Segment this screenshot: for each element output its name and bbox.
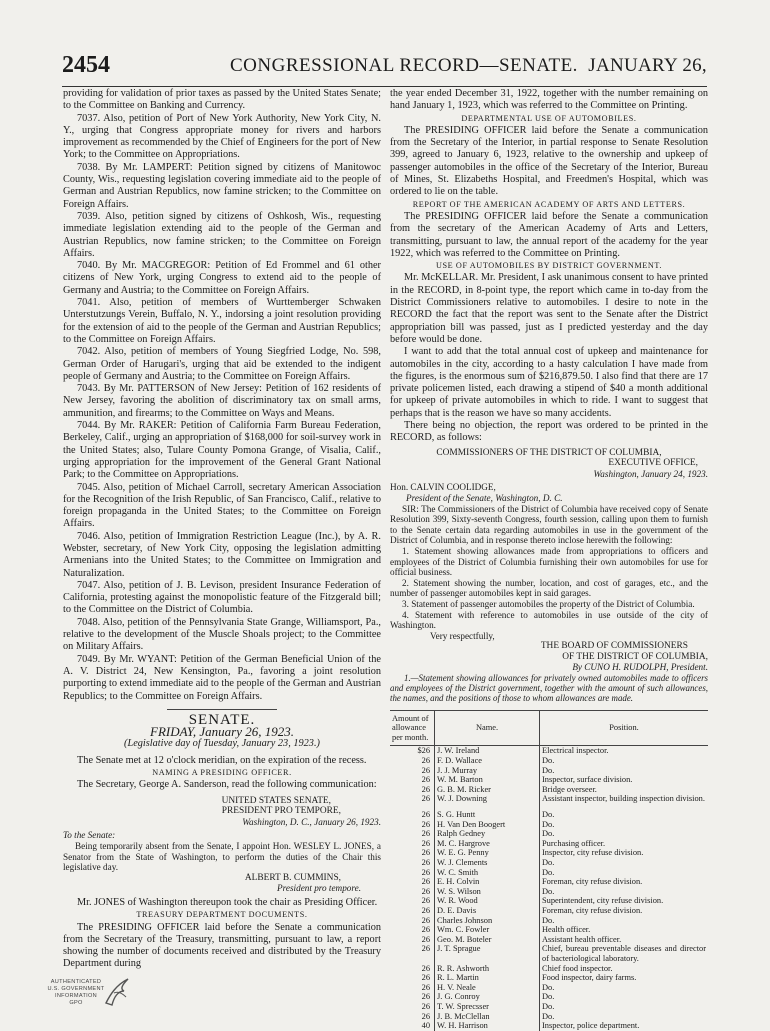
table-row [390, 964, 708, 974]
seal-line-3: INFORMATION [54, 993, 98, 999]
table-header-row [390, 710, 708, 746]
cell-name: T. W. Sprecsser [435, 1002, 540, 1012]
letter-paragraph-5: 4. Statement with reference to automobiles in use outside of the city of Washington. [390, 609, 708, 631]
table-row [390, 925, 708, 935]
table-row [390, 906, 708, 916]
cell-position: Do. [542, 858, 555, 867]
cell-position: Do. [542, 992, 555, 1002]
table-row [390, 1021, 708, 1031]
cell-amount: 26 [390, 839, 435, 849]
addressee-title: President of the Senate, Washington, D. C. [406, 492, 563, 503]
petition-paragraph: 7047. Also, petition of J. B. Levison, president Insurance Federation of California, protesting against the monopolistic feature of the Fitzgerald bill; to the Committee on the District of Columbia. [63, 579, 381, 616]
table-row [390, 858, 708, 868]
cell-amount: $26 [390, 746, 435, 756]
cell-name: W. E. G. Penny [435, 848, 540, 858]
cell-amount: 26 [390, 810, 435, 820]
board-line-2: OF THE DISTRICT OF COLUMBIA, [562, 651, 708, 662]
no-objection-paragraph: There being no objection, the report was ordered to be printed in the RECORD, as follows: [390, 420, 708, 444]
senate-heading: SENATE. [188, 711, 256, 728]
letter-place-date: Washington, D. C., January 26, 1923. [242, 816, 381, 827]
cell-amount: 26 [390, 916, 435, 926]
cell-name: J. G. Conroy [435, 992, 540, 1002]
letter-paragraph-3: 2. Statement showing the number, location, and cost of garages, etc., and the number of passenger automobiles kept in said garages. [390, 577, 708, 599]
cell-position: Do. [542, 765, 555, 775]
column-header-name: Name. [435, 710, 540, 746]
departmental-use-paragraph: The PRESIDING OFFICER laid before the Senate a communication from the Secretary of the Interior, in partial response to Senate Resolution 399, agreed to January 6, 1923, relative to the ownership and upkeep of passenger automobiles in the office of the Secretary of the Interior, Bureau of Mines, St. Elizabeths Hospital, and Freedmen's Hospital, which was ordered to lie on the table. [390, 124, 708, 198]
cell-amount: 26 [390, 785, 435, 795]
executive-office: EXECUTIVE OFFICE, [608, 458, 698, 469]
petition-paragraph: 7040. By Mr. MACGREGOR: Petition of Ed Frommel and 61 other citizens of New York, urging Congress to extend aid to the people of Germany and Austria; to the Committee on Foreign Affairs. [63, 260, 381, 296]
appointment-letter [63, 796, 381, 894]
table-row [390, 820, 708, 830]
cell-name: D. E. Davis [435, 906, 540, 916]
petition-paragraph: 7038. By Mr. LAMPERT: Petition signed by citizens of Manitowoc County, Wis., requesting legislation covering immediate aid to the people of German and Austrian Republics, now famine stricken; to the Committee on Foreign Affairs. [63, 161, 381, 210]
table-row [390, 896, 708, 906]
petition-paragraph: 7037. Also, petition of Port of New York Authority, New York City, N. Y., urging that Congress appropriate money for rivers and harbors improvement as recommended by the Chief of Engineers for the port of New York; to the Committee on Appropriations. [63, 112, 381, 161]
cell-position: Do. [542, 867, 555, 877]
departmental-use-heading: DEPARTMENTAL USE OF AUTOMOBILES. [461, 113, 637, 123]
addressee-name: Hon. CALVIN COOLIDGE, [390, 482, 496, 493]
cell-name: Charles Johnson [435, 916, 540, 926]
cell-amount: 26 [390, 848, 435, 858]
cell-amount: 26 [390, 887, 435, 897]
legislative-day: (Legislative day of Tuesday, January 23, 1923.) [124, 738, 320, 750]
table-row [390, 877, 708, 887]
table-row [390, 1012, 708, 1022]
table-row [390, 848, 708, 858]
cell-name: W. H. Harrison [435, 1021, 540, 1031]
cell-amount: 26 [390, 820, 435, 830]
cell-name: R. L. Martin [435, 973, 540, 983]
academy-paragraph: The PRESIDING OFFICER laid before the Senate a communication from the secretary of the American Academy of Arts and Letters, transmitting, pursuant to law, the annual report of the academy for the year 1922, which was referred to the Committee on Printing. [390, 210, 708, 259]
commissioners-line: COMMISSIONERS OF THE DISTRICT OF COLUMBIA, [436, 447, 662, 458]
petitions-list [63, 88, 381, 703]
seal-line-1: AUTHENTICATED [50, 979, 102, 985]
cell-name: J. T. Sprague [435, 944, 540, 963]
table-row [390, 839, 708, 849]
cell-position: Do. [542, 886, 555, 896]
cell-amount: 26 [390, 1012, 435, 1022]
mckellar-paragraph-1: Mr. McKELLAR. Mr. President, I ask unanimous consent to have printed in the RECORD, in 8-point type, the report which came in to-day from the District Commissioners relative to automobiles. I desire to note in the RECORD the fact that the report was sent to the Senate after the District appropriation bill was passed, just as I predicted yesterday and the day before would be done. [390, 272, 708, 345]
cell-amount: 26 [390, 992, 435, 1002]
table-row [390, 785, 708, 795]
cell-amount: 26 [390, 756, 435, 766]
table-row [390, 746, 708, 756]
cell-position: Electrical inspector. [542, 746, 609, 756]
cell-position: Chief, bureau preventable diseases and director of bacteriological laboratory. [542, 944, 706, 963]
treasury-continued: the year ended December 31, 1922, together with the number remaining on hand January 1, 1923, which was referred to the Committee on Printing. [390, 88, 708, 112]
table-row [390, 887, 708, 897]
very-respectfully: Very respectfully, [430, 630, 495, 641]
table-row [390, 766, 708, 776]
cell-amount: 26 [390, 935, 435, 945]
senate-met-paragraph: The Senate met at 12 o'clock meridian, on the expiration of the recess. [77, 754, 367, 766]
left-column [63, 88, 381, 971]
letter-body: Being temporarily absent from the Senate, I appoint Hon. WESLEY L. JONES, a Senator from the State of Washington, to perform the duties of the Chair this legislative day. [63, 841, 381, 873]
cell-position: Foreman, city refuse division. [542, 905, 643, 915]
cell-position: Do. [542, 1011, 555, 1021]
letter-paragraph-1: SIR: The Commissioners of the District of Columbia have received copy of Senate Resolution 399, Sixty-seventh Congress, fourth session, calling upon them to furnish to the Senate certain data regarding automobiles in use in the government of the District of Columbia, and in response thereto inclose herewith the following: [390, 503, 708, 546]
cell-amount: 26 [390, 925, 435, 935]
cell-position: Inspector, surface division. [542, 775, 633, 785]
column-header-amount: Amount of allowance per month. [390, 710, 435, 746]
cell-position: Health officer. [542, 925, 591, 935]
jones-paragraph: Mr. JONES of Washington thereupon took the chair as Presiding Officer. [77, 896, 378, 908]
cell-position: Purchasing officer. [542, 838, 606, 848]
cell-name: G. B. M. Ricker [435, 785, 540, 795]
cell-position: Inspector, city refuse division. [542, 848, 644, 858]
cell-amount: 26 [390, 775, 435, 785]
cell-position: Chief food inspector. [542, 963, 613, 973]
cell-amount: 26 [390, 766, 435, 776]
cell-name: J. B. McClellan [435, 1012, 540, 1022]
cell-name: W. R. Wood [435, 896, 540, 906]
cell-position: Assistant health officer. [542, 934, 622, 944]
cell-amount: 26 [390, 896, 435, 906]
petition-paragraph: 7044. By Mr. RAKER: Petition of California Farm Bureau Federation, Berkeley, Calif., urging an appropriation of $168,000 for soil-survey work in the United States; also, Tulare County Pomona Grange, of Visalia, Calif., urging appropriation for the improvement of the General Grant National Park; to the Committee on Appropriations. [63, 420, 381, 481]
cell-amount: 26 [390, 858, 435, 868]
cell-name: M. C. Hargrove [435, 839, 540, 849]
page-header [62, 50, 707, 87]
cell-name: J. W. Ireland [435, 746, 540, 756]
commissioners-letter [390, 448, 708, 673]
senate-date: FRIDAY, January 26, 1923. [150, 724, 294, 740]
cell-amount: 26 [390, 973, 435, 983]
district-automobiles-heading: USE OF AUTOMOBILES BY DISTRICT GOVERNMENT. [436, 261, 662, 271]
letter-signer-title: President pro tempore. [277, 883, 361, 894]
academy-heading: REPORT OF THE AMERICAN ACADEMY OF ARTS AND LETTERS. [412, 199, 686, 209]
table-row [390, 829, 708, 839]
cell-position: Do. [542, 810, 555, 820]
cell-name: H. V. Neale [435, 983, 540, 993]
letter-paragraph-4: 3. Statement of passenger automobiles the property of the District of Columbia. [402, 598, 695, 609]
cell-amount: 26 [390, 1002, 435, 1012]
cell-position: Foreman, city refuse division. [542, 877, 643, 887]
table-row [390, 983, 708, 993]
cell-amount: 26 [390, 829, 435, 839]
treasury-heading: TREASURY DEPARTMENT DOCUMENTS. [136, 910, 308, 920]
page-number: 2454 [62, 52, 110, 78]
cell-name: F. D. Wallace [435, 756, 540, 766]
naming-officer-heading: NAMING A PRESIDING OFFICER. [152, 768, 292, 778]
cell-amount: 40 [390, 1021, 435, 1031]
letter-salutation: To the Senate: [63, 830, 116, 841]
cell-name: S. G. Huntt [435, 810, 540, 820]
cell-position: Do. [542, 1001, 555, 1011]
section-divider [167, 709, 277, 710]
cell-name: H. Van Den Boogert [435, 820, 540, 830]
letter-signer: ALBERT B. CUMMINS, [244, 872, 341, 883]
cell-position: Food inspector, dairy farms. [542, 973, 637, 983]
column-header-position: Position. [540, 710, 709, 746]
petition-paragraph: 7043. By Mr. PATTERSON of New Jersey: Petition of 162 residents of New Jersey, favoring the abolition of discriminatory tax on small arms, ammunition, and firearms; to the Committee on Ways and Means. [63, 383, 381, 419]
letter-paragraph-2: 1. Statement showing allowances made from appropriations to officers and employees of the District of Columbia furnishing their own automobiles for use for official business. [390, 545, 708, 578]
table-row [390, 973, 708, 983]
table-row [390, 868, 708, 878]
cell-amount: 26 [390, 944, 435, 963]
cell-name: W. J. Clements [435, 858, 540, 868]
cell-amount: 26 [390, 906, 435, 916]
cell-amount: 26 [390, 877, 435, 887]
petition-paragraph: 7045. Also, petition of Michael Carroll, secretary American Association for the Recognition of the Irish Republic, of San Francisco, Calif., relative to foreign propaganda in the United States; to the Committee on Foreign Affairs. [63, 481, 381, 530]
petition-paragraph: providing for validation of prior taxes as passed by the United States Senate; to the Committee on Banking and Currency. [63, 88, 381, 112]
secretary-paragraph: The Secretary, George A. Sanderson, read the following communication: [77, 779, 377, 791]
cell-name: Geo. M. Boteler [435, 935, 540, 945]
cell-position: Assistant inspector, building inspection division. [542, 794, 705, 804]
gpo-authentication-seal [30, 975, 140, 1015]
petition-paragraph: 7041. Also, petition of members of Wurttemberger Schwaken Unterstutzungs Verein, Buffalo, N. Y., indorsing a joint resolution providing for the extension of aid to the people of the German and Austrian Republics; to the Committee on Foreign Affairs. [63, 297, 381, 345]
petition-paragraph: 7046. Also, petition of Immigration Restriction League (Inc.), by A. R. Webster, secretary, of New York City, opposing the legislation admitting Armenians into the United States; to the Committee on Immigration and Naturalization. [63, 530, 381, 579]
cell-position: Do. [542, 819, 555, 829]
cell-position: Bridge overseer. [542, 784, 597, 794]
cell-position: Do. [542, 829, 555, 839]
header-date: JANUARY 26, [588, 55, 707, 76]
cell-name: W. M. Barton [435, 775, 540, 785]
cell-amount: 26 [390, 964, 435, 974]
cell-position: Do. [542, 915, 555, 925]
table-row [390, 944, 708, 963]
page-title: CONGRESSIONAL RECORD—SENATE. [230, 55, 578, 76]
table-row [390, 916, 708, 926]
table-row [390, 775, 708, 785]
board-line-3: By CUNO H. RUDOLPH, President. [572, 662, 708, 673]
cell-name: Ralph Gedney [435, 829, 540, 839]
cell-name: W. S. Wilson [435, 887, 540, 897]
seal-line-4: GPO [69, 1000, 83, 1006]
letter-sender-2: PRESIDENT PRO TEMPORE, [221, 806, 341, 817]
treasury-paragraph: The PRESIDING OFFICER laid before the Senate a communication from the Secretary of the Treasury, transmitting, pursuant to law, a report showing the number of documents received and distributed by the Treasury Department during [63, 921, 381, 970]
cell-amount: 26 [390, 794, 435, 804]
petition-paragraph: 7042. Also, petition of members of Young Siegfried Lodge, No. 598, German Order of Harugari's, urging that aid be extended to the indigent people of Germany and Austria; to the Committee on Foreign Affairs. [63, 346, 381, 382]
cell-position: Inspector, police department. [542, 1021, 640, 1031]
cell-name: W. C. Smith [435, 868, 540, 878]
table-row [390, 794, 708, 804]
table-body [390, 746, 708, 1031]
table-row [390, 935, 708, 945]
allowances-table [390, 710, 708, 1031]
table-row [390, 1002, 708, 1012]
cell-position: Do. [542, 756, 555, 766]
letter-sender-1: UNITED STATES SENATE, [221, 795, 331, 806]
table-row [390, 756, 708, 766]
cell-name: W. J. Downing [435, 794, 540, 804]
executive-date: Washington, January 24, 1923. [593, 468, 708, 479]
cell-amount: 26 [390, 983, 435, 993]
cell-position: Do. [542, 982, 555, 992]
cell-name: E. H. Colvin [435, 877, 540, 887]
board-line-1: THE BOARD OF COMMISSIONERS [540, 641, 688, 652]
right-column [390, 88, 708, 1031]
table-row [390, 810, 708, 820]
petition-paragraph: 7039. Also, petition signed by citizens of Oshkosh, Wis., requesting immediate legislation extending aid to the people of the German and Austrian Republics, now famine stricken; to the Committee on Foreign Affairs. [63, 210, 381, 259]
table-row [390, 992, 708, 1002]
seal-line-2: U.S. GOVERNMENT [47, 986, 105, 992]
table-title: 1.—Statement showing allowances for privately owned automobiles made to officers and employees of the District government, together with the amount of such allowances, the names, and the positions of those to whom allowances are made. [390, 673, 708, 704]
cell-position: Superintendent, city refuse division. [542, 896, 664, 906]
petition-paragraph: 7048. Also, petition of the Pennsylvania State Grange, Williamsport, Pa., relative to the development of the Muscle Shoals project; to the Committee on Military Affairs. [63, 616, 381, 653]
cell-name: Wm. C. Fowler [435, 925, 540, 935]
cell-name: R. R. Ashworth [435, 964, 540, 974]
cell-name: J. J. Murray [435, 766, 540, 776]
mckellar-paragraph-2: I want to add that the total annual cost of upkeep and maintenance for automobiles in the city, according to a hasty calculation I have made from the figures, is the enormous sum of $216,879.50. I also find that there are 17 private policemen listed, each drawing a stipend of $40 a month additional for upkeep of private automobiles in which to ride. I want to suggest that perhaps that is the reason we have so many accidents. [390, 346, 708, 419]
cell-amount: 26 [390, 868, 435, 878]
eagle-icon [102, 975, 132, 1009]
petition-paragraph: 7049. By Mr. WYANT: Petition of the German Beneficial Union of the A. V. District 24, New Kensington, Pa., favoring a joint resolution purporting to extend immediate aid to the people of the German and Austrian Republics; to the Committee on Foreign Affairs. [63, 653, 381, 702]
